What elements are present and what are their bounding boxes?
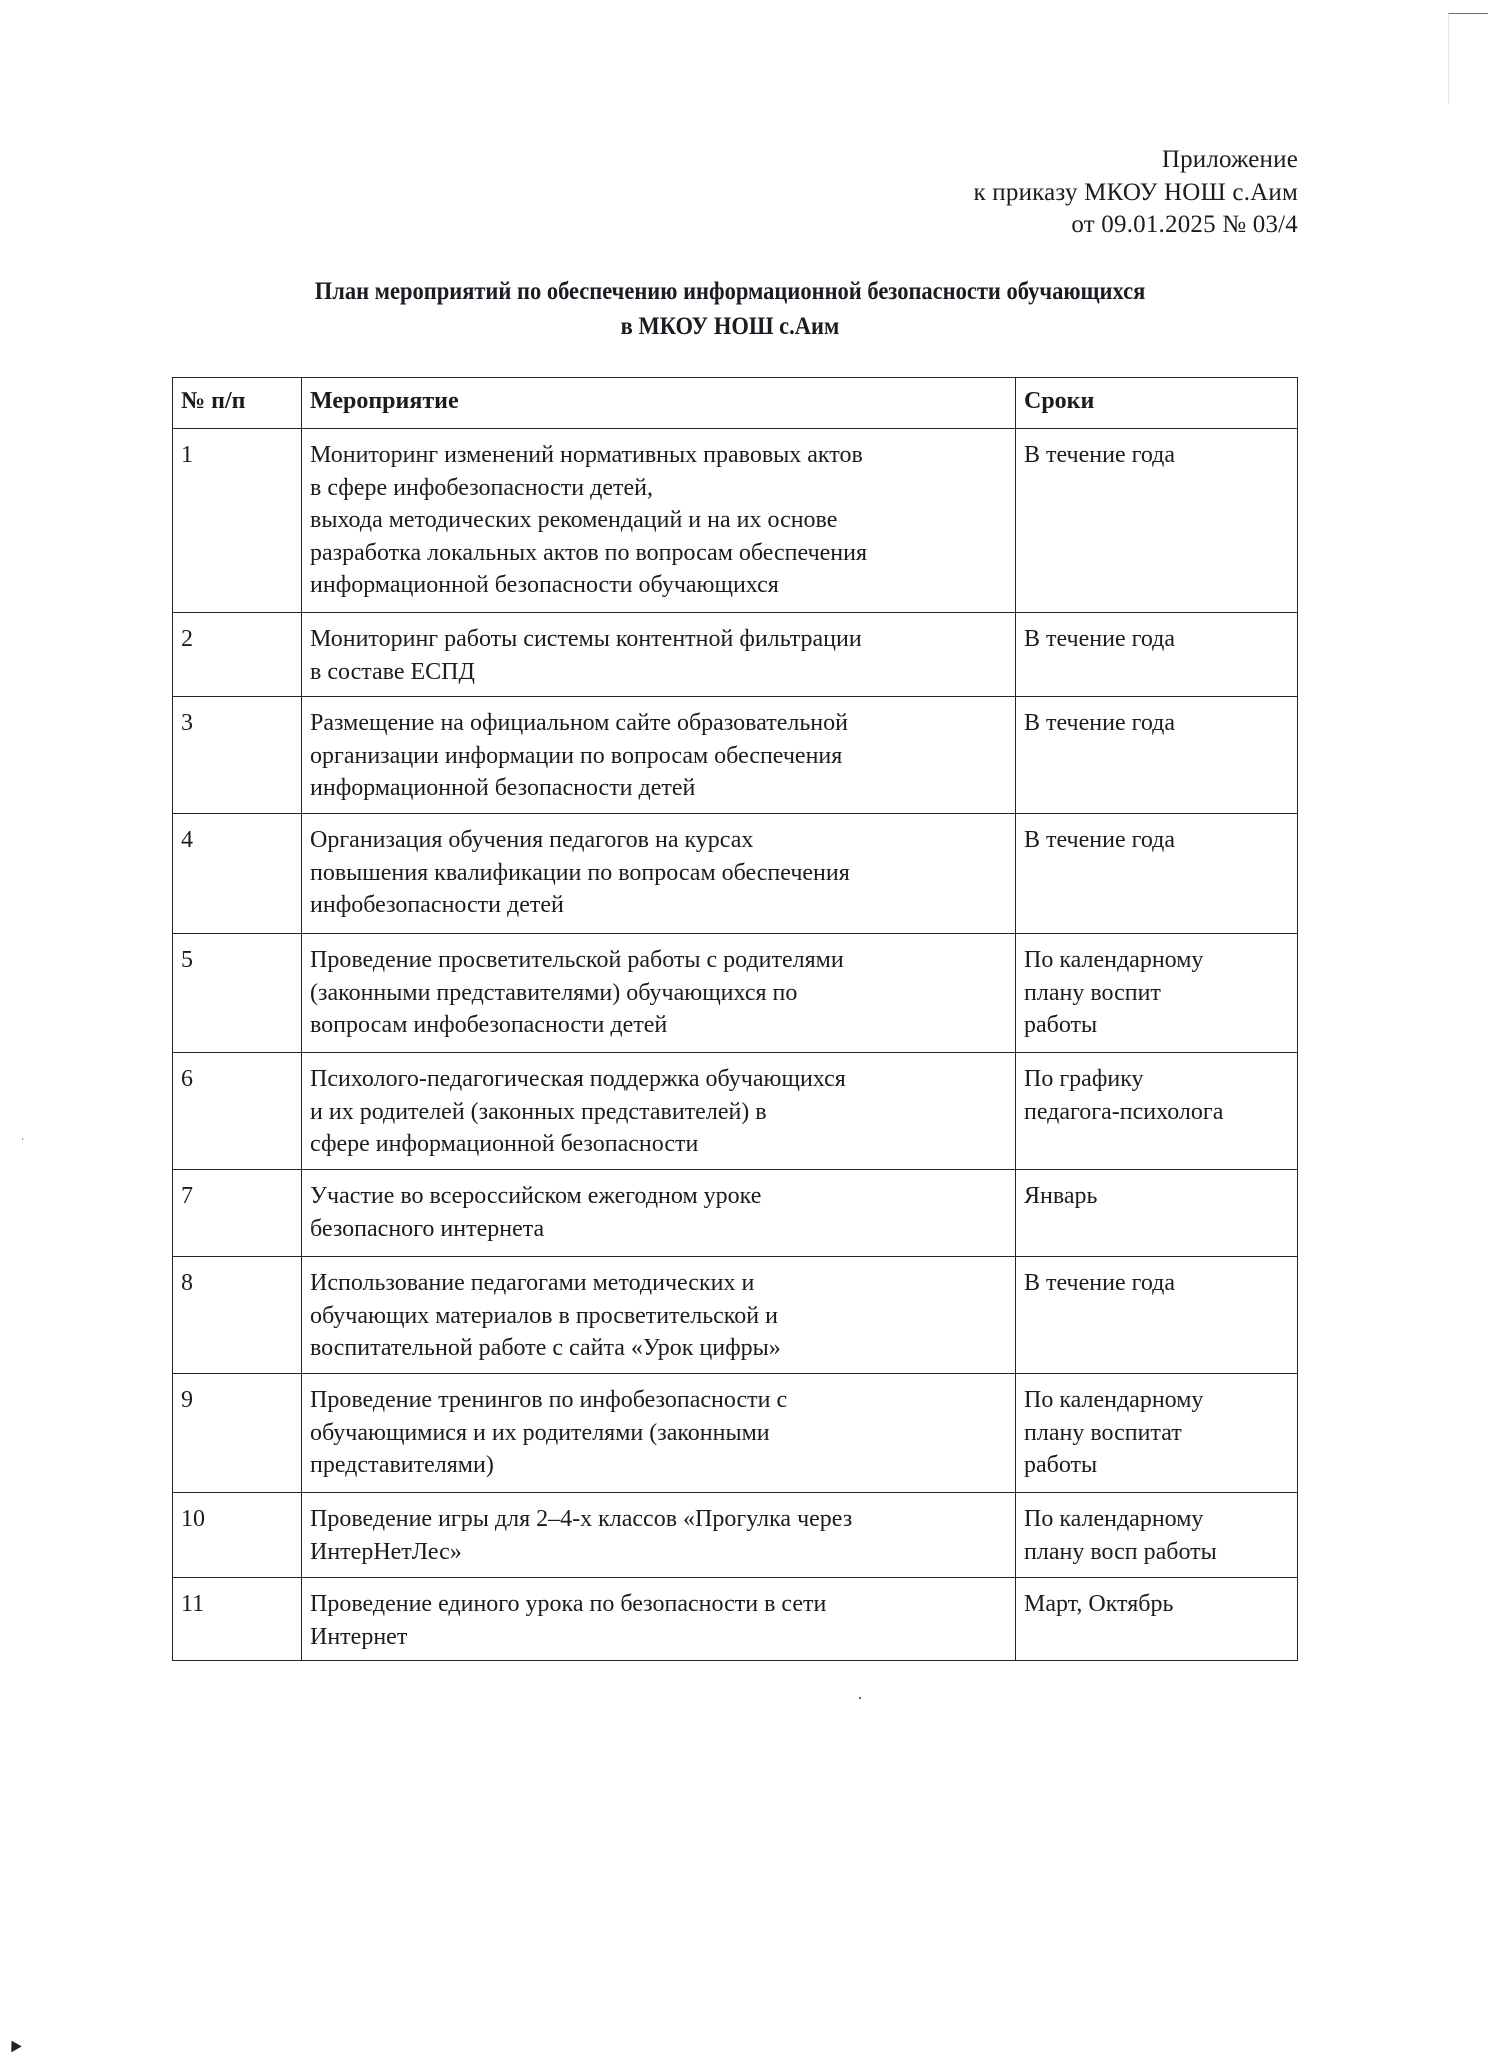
header-deadline: Сроки <box>1016 378 1298 429</box>
row-event <box>302 1170 1016 1257</box>
event-line: Проведение игры для 2–4-х классов «Прогулка через <box>310 1506 853 1532</box>
table-row <box>173 697 1298 814</box>
event-line: выхода методических рекомендаций и на их основе <box>310 507 838 533</box>
event-line: повышения квалификации по вопросам обеспечения <box>310 859 850 886</box>
table-header-row <box>173 378 1298 429</box>
event-line: Мониторинг изменений нормативных правовых актов <box>310 442 863 468</box>
table-row <box>173 1374 1298 1493</box>
row-event <box>302 1257 1016 1374</box>
event-line: Участие во всероссийском ежегодном уроке <box>310 1183 762 1209</box>
event-line: Интернет <box>310 1623 408 1650</box>
row-num: 1 <box>173 429 302 613</box>
event-line: обучающих материалов в просветительской и <box>310 1302 778 1329</box>
appendix-order-date: от 09.01.2025 № 03/4 <box>1071 211 1298 238</box>
table-row <box>173 429 1298 613</box>
row-deadline <box>1016 1578 1298 1661</box>
table-row <box>173 1053 1298 1170</box>
table-row <box>173 934 1298 1053</box>
event-line: Проведение просветительской работы с родителями <box>310 947 844 973</box>
event-line: Проведение тренингов по инфобезопасности с <box>310 1387 788 1413</box>
scan-speck <box>22 1138 23 1140</box>
row-deadline <box>1016 697 1298 814</box>
event-line: Организация обучения педагогов на курсах <box>310 827 754 853</box>
row-num: 4 <box>173 814 302 934</box>
event-line: в составе ЕСПД <box>310 658 475 685</box>
deadline-line: По календарному <box>1024 947 1204 973</box>
event-line: Использование педагогами методических и <box>310 1270 755 1296</box>
row-num: 9 <box>173 1374 302 1493</box>
row-deadline <box>1016 1493 1298 1578</box>
row-event <box>302 1053 1016 1170</box>
appendix-label: Приложение <box>1161 146 1298 173</box>
event-line: Психолого-педагогическая поддержка обучающихся <box>310 1066 846 1092</box>
deadline-line: Март, Октябрь <box>1024 1591 1174 1617</box>
row-event <box>302 934 1016 1053</box>
event-line: в сфере инфобезопасности детей, <box>310 474 653 501</box>
deadline-line: В течение года <box>1024 1270 1176 1296</box>
table-row <box>173 1257 1298 1374</box>
deadline-line: плану воспитат <box>1024 1419 1182 1446</box>
row-deadline <box>1016 814 1298 934</box>
deadline-line: плану восп работы <box>1024 1538 1217 1565</box>
title-line-2: в МКОУ НОШ с.Аим <box>620 313 840 340</box>
activities-table <box>172 377 1298 1661</box>
row-deadline <box>1016 613 1298 697</box>
event-line: информационной безопасности обучающихся <box>310 572 779 598</box>
appendix-order-ref: к приказу МКОУ НОШ с.Аим <box>973 178 1298 206</box>
deadline-line: В течение года <box>1024 710 1176 736</box>
row-event <box>302 613 1016 697</box>
row-num: 10 <box>173 1493 302 1578</box>
event-line: безопасного интернета <box>310 1215 545 1242</box>
appendix-header <box>974 144 1298 242</box>
scan-edge-mark <box>1448 13 1488 104</box>
row-event <box>302 697 1016 814</box>
event-line: представителями) <box>310 1452 494 1478</box>
title-line-1: План мероприятий по обеспечению информационной безопасности обучающихся <box>314 278 1146 305</box>
event-line: Проведение единого урока по безопасности в сети <box>310 1591 827 1617</box>
table-row <box>173 613 1298 697</box>
table-row <box>173 1170 1298 1257</box>
row-deadline <box>1016 934 1298 1053</box>
row-num: 7 <box>173 1170 302 1257</box>
event-line: организации информации по вопросам обеспечения <box>310 742 843 769</box>
row-event <box>302 429 1016 613</box>
scan-speck <box>859 1697 861 1699</box>
row-deadline <box>1016 429 1298 613</box>
event-line: вопросам инфобезопасности детей <box>310 1012 668 1038</box>
row-num: 2 <box>173 613 302 697</box>
row-event <box>302 814 1016 934</box>
deadline-line: По календарному <box>1024 1506 1204 1532</box>
event-line: информационной безопасности детей <box>310 775 696 801</box>
event-line: (законными представителями) обучающихся по <box>310 979 798 1006</box>
row-event <box>302 1374 1016 1493</box>
row-num: 8 <box>173 1257 302 1374</box>
deadline-line: В течение года <box>1024 442 1176 468</box>
row-event <box>302 1578 1016 1661</box>
document-title <box>217 274 1243 344</box>
table-row <box>173 814 1298 934</box>
row-event <box>302 1493 1016 1578</box>
row-deadline <box>1016 1374 1298 1493</box>
event-line: обучающимися и их родителями (законными <box>310 1419 770 1446</box>
event-line: инфобезопасности детей <box>310 892 564 918</box>
event-line: разработка локальных актов по вопросам обеспечения <box>310 539 868 566</box>
row-num: 11 <box>173 1578 302 1661</box>
event-line: сфере информационной безопасности <box>310 1131 699 1157</box>
deadline-line: педагога-психолога <box>1024 1098 1224 1125</box>
event-line: Мониторинг работы системы контентной фильтрации <box>310 626 862 652</box>
event-line: воспитательной работе с сайта «Урок цифры» <box>310 1335 781 1361</box>
table-row <box>173 1493 1298 1578</box>
deadline-line: плану воспит <box>1024 979 1161 1006</box>
row-num: 5 <box>173 934 302 1053</box>
header-num: № п/п <box>173 378 302 429</box>
deadline-line: В течение года <box>1024 626 1176 652</box>
row-deadline <box>1016 1170 1298 1257</box>
deadline-line: По графику <box>1024 1066 1144 1092</box>
deadline-line: По календарному <box>1024 1387 1204 1413</box>
header-event: Мероприятие <box>302 378 1016 429</box>
row-deadline <box>1016 1257 1298 1374</box>
deadline-line: В течение года <box>1024 827 1176 853</box>
scan-corner-mark <box>6 2038 21 2052</box>
event-line: ИнтерНетЛес» <box>310 1538 462 1565</box>
deadline-line: работы <box>1024 1452 1098 1478</box>
event-line: Размещение на официальном сайте образовательной <box>310 710 848 736</box>
deadline-line: Январь <box>1024 1183 1098 1209</box>
event-line: и их родителей (законных представителей) в <box>310 1098 767 1125</box>
row-num: 6 <box>173 1053 302 1170</box>
table-row <box>173 1578 1298 1661</box>
row-deadline <box>1016 1053 1298 1170</box>
deadline-line: работы <box>1024 1012 1098 1038</box>
row-num: 3 <box>173 697 302 814</box>
